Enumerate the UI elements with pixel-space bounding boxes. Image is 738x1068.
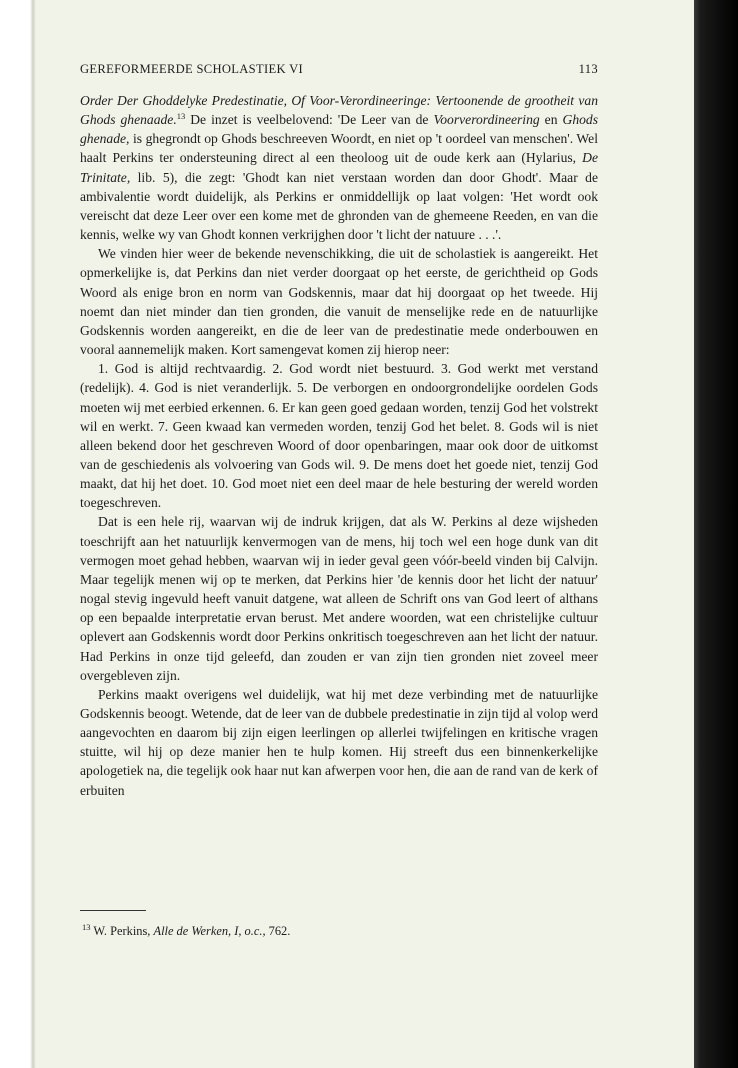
scan-dark-border — [694, 0, 738, 1068]
footnote-reference: 13 — [176, 111, 186, 122]
page-content — [80, 62, 598, 800]
footnote-author: W. Perkins, — [90, 924, 154, 938]
footnote — [80, 923, 598, 939]
text-run: is ghegrondt op Ghods beschreeven Woordt, en niet op 't oordeel van menschen'. Wel haalt Perkins ter ondersteuning direct al een theoloog uit de oude kerk aan (Hylarius, — [80, 131, 598, 166]
footnote-number: 13 — [82, 922, 91, 932]
running-title: GEREFORMEERDE SCHOLASTIEK VI — [80, 62, 303, 76]
paragraph-1 — [80, 91, 598, 244]
text-run: De inzet is veelbelovend: 'De Leer van de — [185, 112, 434, 128]
italic-term: Voorverordineering — [433, 112, 540, 128]
running-header — [80, 62, 598, 77]
text-run: lib. 5), die zegt: 'Ghodt kan niet verstaan worden dan door Ghodt'. Maar de ambivalentie wordt duidelijk, als Perkins er onmiddellijk op laat volgen: 'Het wordt ook vereischt dat deze Leer over een kome met de ghronden van de ghemeene Reeden, en van die kennis, welke wy van Ghodt konnen verkrijghen door 't licht der natuure . . .'. — [80, 169, 598, 243]
footnote-rule — [80, 910, 146, 911]
footnote-page: 762. — [265, 924, 291, 938]
footnote-title: Alle de Werken, I, o.c., — [153, 924, 266, 938]
text-run: en — [539, 112, 563, 128]
italic-title: Order Der Ghoddelyke Predestinatie, Of Voor-Verordineeringe: Vertoonende de grootheit van Ghods ghenaade. — [80, 93, 598, 128]
footnote-area — [80, 910, 598, 939]
paragraph-5: Perkins maakt overigens wel duidelijk, wat hij met deze verbinding met de natuurlijke Godskennis beoogt. Wetende, dat de leer van de dubbele predestinatie in zijn tijd al volop werd aangevochten en daarom bij zijn eigen leerlingen op allerlei twijfelingen en kritische vragen stuitte, wil hij op deze manier hen te hulp komen. Hij streeft dus een binnenkerkelijke apologetiek na, die tegelijk ook haar nut kan afwerpen voor hen, die aan de rand van de kerk of erbuiten — [80, 686, 598, 798]
paragraph-4: Dat is een hele rij, waarvan wij de indruk krijgen, dat als W. Perkins al deze wijsheden toeschrijft aan het natuurlijk kenvermogen van de mens, hij toch wel een hoge dunk van dit vermogen moet gehad hebben, waarvan wij in ieder geval geen vóór-beeld vinden bij Calvijn. Maar tegelijk menen wij op te merken, dat Perkins hier 'de kennis door het licht der natuur' nogal stevig ingevuld heeft vanuit datgene, wat alleen de Schrift ons van God leert of althans op een bepaalde interpretatie ervan berust. Met andere woorden, wat een christelijke cultuur oplevert aan Godskennis wordt door Perkins onkritisch toegeschreven aan het licht der natuur. Had Perkins in onze tijd geleefd, dan zouden er van zijn tien gronden niet zoveel meer overgebleven zijn. — [80, 514, 598, 683]
paragraph-2: We vinden hier weer de bekende nevenschikking, die uit de scholastiek is aangereikt. Het opmerkelijke is, dat Perkins dan niet verder doorgaat op het eerste, de gerichtheid op Gods Woord als enige bron en norm van Godskennis, maar dat hij doorgaat op het tweede. Hij noemt dan niet minder dan tien gronden, die vanuit de menselijke rede en de natuurlijke Godskennis worden aangereikt, en die de leer van de predestinatie mede onderbouwen en vooral aannemelijk maken. Kort samengevat komen zij hierop neer: — [80, 246, 598, 358]
italic-term: Ghods ghenade, — [80, 112, 598, 147]
italic-work-title: De Trinitate, — [80, 150, 598, 185]
page-number: 113 — [578, 62, 598, 76]
scan-left-margin — [0, 0, 36, 1068]
body-text — [80, 91, 598, 800]
paragraph-3-list: 1. God is altijd rechtvaardig. 2. God wordt niet bestuurd. 3. God werkt met verstand (redelijk). 4. God is niet veranderlijk. 5. De verborgen en ondoorgrondelijke oordelen Gods moeten wij met eerbied erkennen. 6. Er kan geen goed gedaan worden, tenzij God het volstrekt wil en werkt. 7. Geen kwaad kan vermeden worden, tenzij God het belet. 8. Gods wil is niet alleen bekend door het geschreven Woord of door openbaringen, maar ook door de uitkomst van de geschiedenis als volvoering van Gods wil. 9. De mens doet het goede niet, tenzij God maakt, dat hij het doet. 10. God moet niet een deel maar de hele besturing der wereld worden toegeschreven. — [80, 361, 598, 511]
